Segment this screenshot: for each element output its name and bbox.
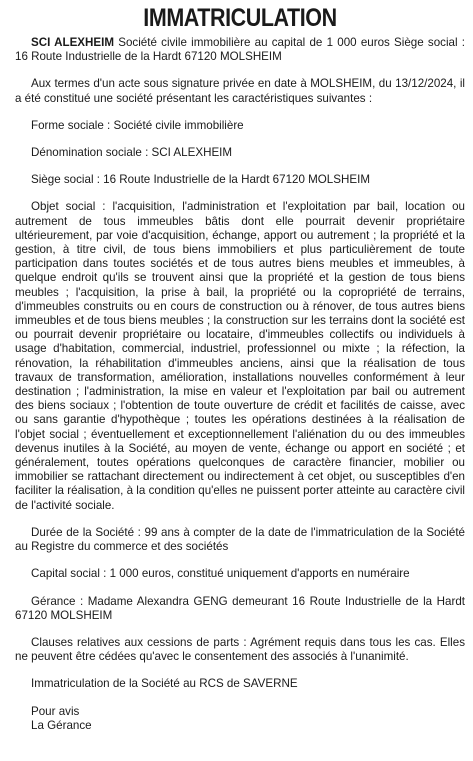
duree-societe: Durée de la Société : 99 ans à compter de la date de l'immatriculation de la Société au Registre du commerce et des sociétés [15, 525, 465, 554]
deed-paragraph: Aux termes d'un acte sous signature privée en date à MOLSHEIM, du 13/12/2024, il a été constitué une société présentant les caractéristiques suivantes : [15, 77, 465, 105]
immatriculation-rcs: Immatriculation de la Société au RCS de SAVERNE [31, 677, 298, 691]
siege-social: Siège social : 16 Route Industrielle de la Hardt 67120 MOLSHEIM [31, 173, 370, 187]
objet-social: Objet social : l'acquisition, l'administration et l'exploitation par bail, location ou autrement de tous immeubles bâtis dont elle pourrait devenir propriétaire ultérieurement, par voie d'acquisition, échange, apport ou autrement ; la propriété et la gestion, à titre civil, de tous biens immobiliers et plus particulièrement de toute participation dans toutes sociétés et de tous autres biens meubles et immeubles, à quelque endroit qu'ils se trouvent ainsi que la propriété et la gestion de tous biens meubles ; l'acquisition, la prise à bail, la propriété ou la copropriété de terrains, d'immeubles construits ou en cours de construction ou à rénover, de tous autres biens immeubles et de tous biens meubles ; la construction sur les terrains dont la société est ou pourrait devenir propriétaire ou locataire, d'immeubles collectifs ou individuels à usage d'habitation, commercial, industriel, professionnel ou mixte ; la réfection, la rénovation, la réhabilitation d'immeubles anciens, ainsi que la réalisation de tous travaux de transformation, amélioration, installations nouvelles conformément à leur destination ; l'administration, la mise en valeur et l'exploitation par bail ou autrement des biens sociaux ; l'obtention de toute ouverture de crédit et facilités de caisse, avec ou sans garantie d'hypothèque ; toutes les opérations destinées à la réalisation de l'objet social ; éventuellement et exceptionnellement l'aliénation du ou des immeubles devenus inutiles à la Société, au moyen de vente, échange ou apport en société ; et généralement, toutes opérations quelconques de caractère financier, mobilier ou immobilier se rattachant directement ou indirectement à cet objet, ou susceptibles d'en faciliter la réalisation, à la condition qu'elles ne puissent porter atteinte au caractère civil de l'activité sociale. [15, 200, 465, 512]
intro-text: Société civile immobilière au capital de 1 000 euros Siège social : 16 Route Industrielle de la Hardt 67120 MOLSHEIM [15, 36, 465, 64]
forme-sociale: Forme sociale : Société civile immobilière [31, 118, 244, 132]
denomination-sociale: Dénomination sociale : SCI ALEXHEIM [31, 146, 233, 160]
capital-social: Capital social : 1 000 euros, constitué uniquement d'apports en numéraire [31, 567, 410, 581]
company-name: SCI ALEXHEIM [31, 36, 115, 49]
intro-paragraph [15, 36, 465, 64]
clauses-cessions: Clauses relatives aux cessions de parts : Agrément requis dans tous les cas. Elles ne peuvent être cédées qu'avec le consentement des associés à l'unanimité. [15, 635, 465, 664]
pour-avis: Pour avis [31, 704, 80, 718]
notice-title: IMMATRICULATION [143, 4, 337, 32]
signature: La Gérance [31, 718, 92, 732]
gerance: Gérance : Madame Alexandra GENG demeurant 16 Route Industrielle de la Hardt 67120 MOLSHEIM [15, 594, 465, 622]
